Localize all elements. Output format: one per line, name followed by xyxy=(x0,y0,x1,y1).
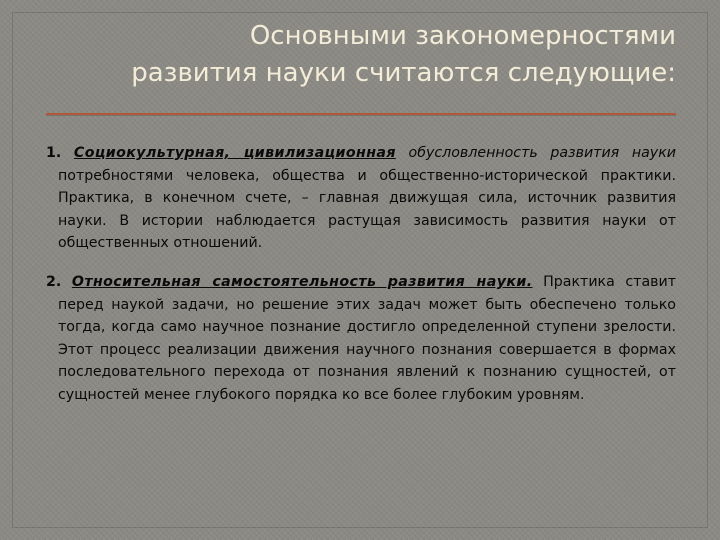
list-item-1 xyxy=(46,142,676,255)
item-text: Практика ставит перед наукой задачи, но решение этих задач может быть обеспечено только тогда, когда само научное познание достигло определенной ступени зрелости. Этот процесс реализации движения научного познания совершается в формах последовательного перехода от познания явлений к познанию сущностей, от сущностей менее глубокого порядка ко все более глубоким уровням. xyxy=(58,273,676,403)
list-item-2 xyxy=(46,271,676,407)
item-italic-lead: обусловленность развития науки xyxy=(408,145,676,161)
slide-title xyxy=(36,18,676,92)
title-divider xyxy=(46,113,676,115)
title-line-2: развития науки считаются следующие: xyxy=(131,58,676,88)
item-number: 1. xyxy=(46,145,62,161)
slide-body xyxy=(46,142,676,423)
item-heading: Относительная самостоятельность развития науки. xyxy=(71,273,533,290)
title-line-1: Основными закономерностями xyxy=(249,21,676,51)
item-number: 2. xyxy=(46,273,62,290)
item-heading: Социокультурная, цивилизационная xyxy=(73,145,396,161)
item-text: потребностями человека, общества и общественно-исторической практики. Практика, в конечном счете, – главная движущая сила, источник развития науки. В истории наблюдается растущая зависимость развития науки от общественных отношений. xyxy=(58,167,676,252)
